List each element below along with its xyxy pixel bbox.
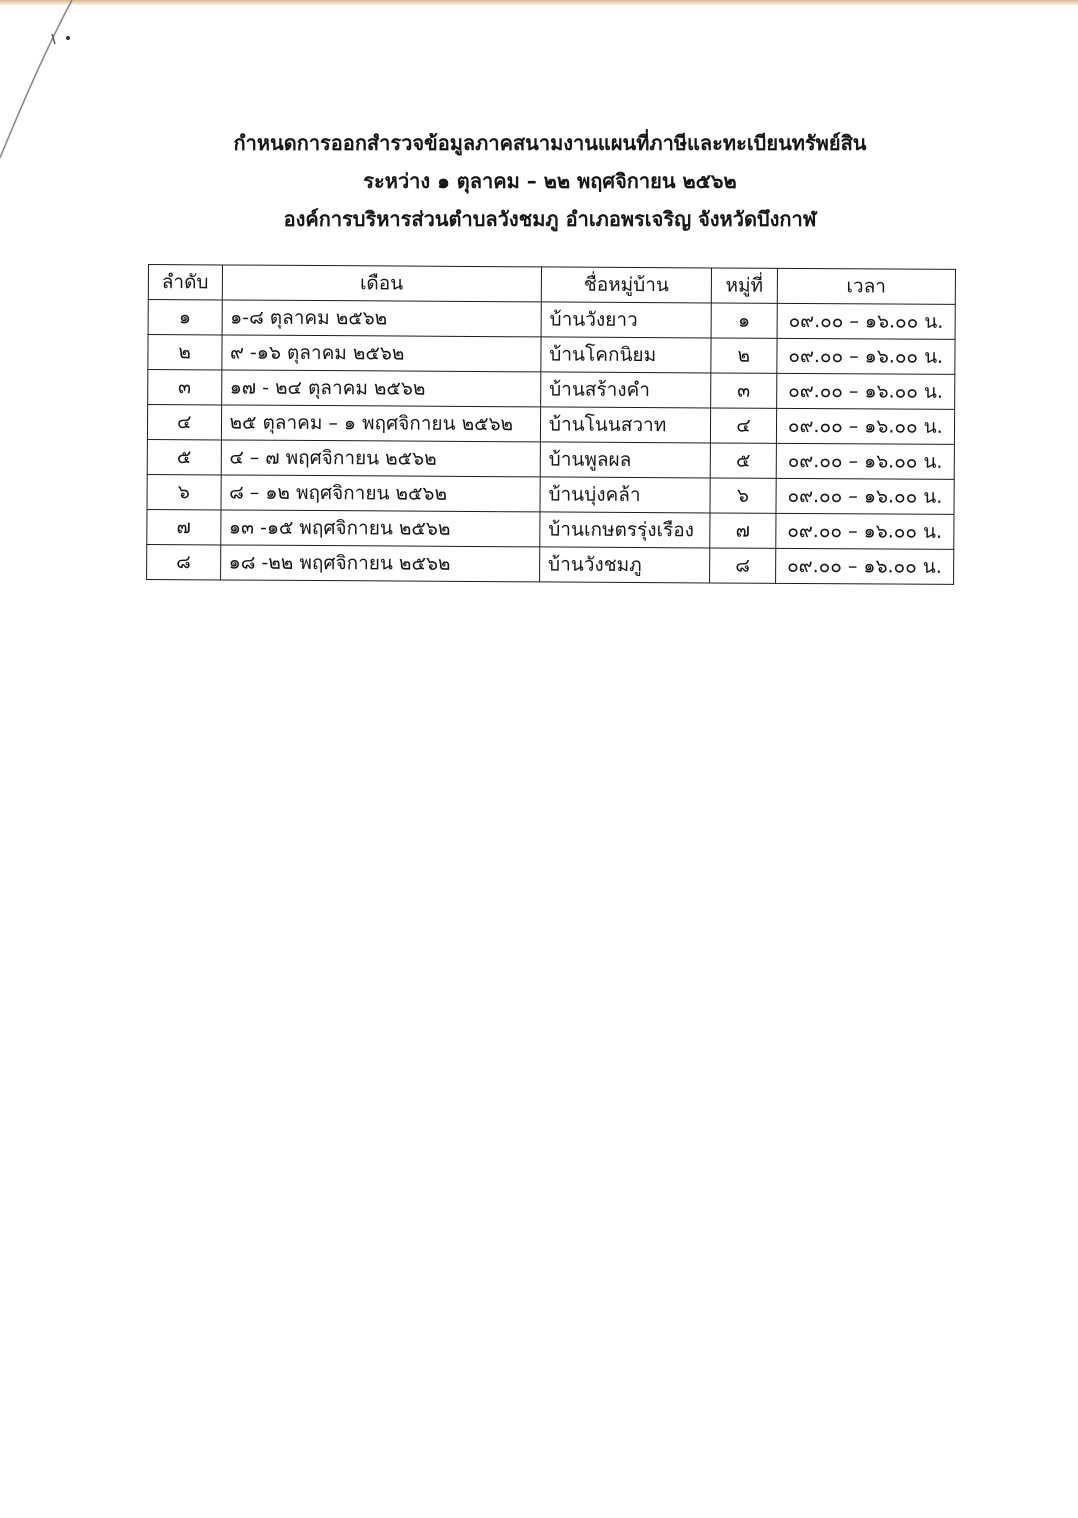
table-header-row (148, 265, 955, 305)
cell-time: ๐๙.๐๐ – ๑๖.๐๐ น. (775, 513, 954, 549)
cell-order: ๗ (147, 509, 221, 544)
cell-time: ๐๙.๐๐ – ๑๖.๐๐ น. (776, 443, 955, 479)
document-title (150, 124, 950, 238)
header-time: เวลา (777, 268, 956, 304)
cell-date: ๘ – ๑๒ พฤศจิกายน ๒๕๖๒ (221, 475, 541, 512)
survey-schedule-table (146, 264, 956, 585)
cell-date: ๑๓ -๑๕ พฤศจิกายน ๒๕๖๒ (220, 510, 540, 547)
header-month: เดือน (222, 265, 542, 302)
header-village-name: ชื่อหมู่บ้าน (541, 267, 711, 303)
cell-date: ๑๗ - ๒๔ ตุลาคม ๒๕๖๒ (221, 370, 541, 407)
cell-moo: ๒ (711, 338, 777, 373)
cell-order: ๘ (147, 544, 221, 579)
cell-order: ๓ (148, 370, 222, 405)
cell-order: ๖ (147, 474, 221, 509)
cell-moo: ๔ (711, 408, 777, 443)
table-row (148, 370, 955, 410)
header-moo: หมู่ที่ (711, 268, 777, 303)
table-row (148, 300, 955, 340)
table-row (147, 544, 954, 584)
cell-time: ๐๙.๐๐ – ๑๖.๐๐ น. (775, 548, 954, 584)
cell-moo: ๘ (710, 548, 776, 583)
cell-order: ๕ (147, 439, 221, 474)
cell-village: บ้านโคกนิยม (541, 337, 711, 373)
cell-time: ๐๙.๐๐ – ๑๖.๐๐ น. (776, 338, 955, 374)
cell-village: บ้านโนนสวาท (540, 407, 710, 443)
cell-village: บ้านวังยาว (541, 302, 711, 338)
cell-moo: ๗ (710, 513, 776, 548)
cell-order: ๒ (148, 335, 222, 370)
cell-moo: ๓ (711, 373, 777, 408)
cell-date: ๑-๘ ตุลาคม ๒๕๖๒ (222, 300, 542, 337)
cell-village: บ้านพูลผล (540, 442, 710, 478)
cell-time: ๐๙.๐๐ – ๑๖.๐๐ น. (776, 408, 955, 444)
cell-village: บ้านเกษตรรุ่งเรือง (540, 512, 710, 548)
table-row (147, 509, 954, 549)
cell-time: ๐๙.๐๐ – ๑๖.๐๐ น. (776, 478, 955, 514)
table-row (147, 474, 954, 514)
title-line-2: ระหว่าง ๑ ตุลาคม – ๒๒ พฤศจิกายน ๒๕๖๒ (363, 169, 737, 193)
cell-date: ๑๘ -๒๒ พฤศจิกายน ๒๕๖๒ (220, 545, 540, 582)
cell-time: ๐๙.๐๐ – ๑๖.๐๐ น. (776, 373, 955, 409)
cell-village: บ้านสร้างคำ (541, 372, 711, 408)
title-line-3: องค์การบริหารส่วนตำบลวังชมภู อำเภอพรเจริญ จังหวัดบึงกาฬ (283, 207, 817, 231)
cell-date: ๒๕ ตุลาคม – ๑ พฤศจิกายน ๒๕๖๒ (221, 405, 541, 442)
cell-village: บ้านบุ่งคล้า (540, 477, 710, 513)
cell-date: ๔ – ๗ พฤศจิกายน ๒๕๖๒ (221, 440, 541, 477)
cell-time: ๐๙.๐๐ – ๑๖.๐๐ น. (777, 303, 956, 339)
table-row (148, 335, 955, 375)
cell-date: ๙ -๑๖ ตุลาคม ๒๕๖๒ (221, 335, 541, 372)
title-line-1: กำหนดการออกสำรวจข้อมูลภาคสนามงานแผนที่ภาษีและทะเบียนทรัพย์สิน (233, 131, 867, 155)
cell-order: ๔ (147, 405, 221, 440)
cell-order: ๑ (148, 300, 222, 335)
cell-moo: ๖ (710, 478, 776, 513)
cell-moo: ๑ (711, 303, 777, 338)
table-row (147, 439, 954, 479)
table-row (147, 405, 954, 445)
header-order: ลำดับ (148, 265, 222, 300)
cell-moo: ๕ (710, 443, 776, 478)
cell-village: บ้านวังชมภู (539, 547, 709, 583)
